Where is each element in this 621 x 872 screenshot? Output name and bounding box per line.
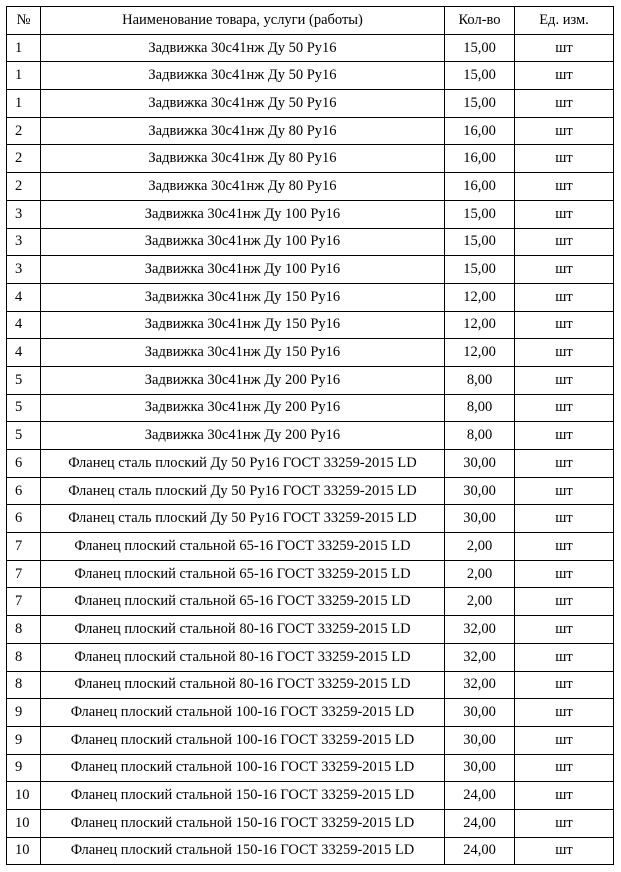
- row-unit-cell: шт: [515, 145, 614, 173]
- row-num-cell: 10: [7, 809, 41, 837]
- row-unit-cell: шт: [515, 339, 614, 367]
- row-unit-cell: шт: [515, 533, 614, 561]
- row-name-cell: Задвижка 30с41нж Ду 200 Ру16: [41, 422, 445, 450]
- row-name-cell: Фланец плоский стальной 150-16 ГОСТ 33259-2015 LD: [41, 837, 445, 865]
- row-num-cell: 5: [7, 366, 41, 394]
- row-qty-cell: 12,00: [445, 339, 515, 367]
- row-name-cell: Фланец плоский стальной 100-16 ГОСТ 33259-2015 LD: [41, 754, 445, 782]
- row-unit-cell: шт: [515, 228, 614, 256]
- table-row: [7, 90, 614, 118]
- row-unit-cell: шт: [515, 477, 614, 505]
- row-num-cell: 2: [7, 117, 41, 145]
- table-row: [7, 145, 614, 173]
- row-unit-cell: шт: [515, 782, 614, 810]
- table-row: [7, 311, 614, 339]
- row-qty-cell: 15,00: [445, 34, 515, 62]
- table-row: [7, 754, 614, 782]
- row-num-cell: 3: [7, 200, 41, 228]
- row-num-cell: 8: [7, 616, 41, 644]
- table-row: [7, 726, 614, 754]
- table-row: [7, 34, 614, 62]
- row-name-cell: Задвижка 30с41нж Ду 50 Ру16: [41, 90, 445, 118]
- row-num-cell: 3: [7, 256, 41, 284]
- row-name-cell: Фланец плоский стальной 65-16 ГОСТ 33259-2015 LD: [41, 588, 445, 616]
- table-row: [7, 256, 614, 284]
- row-name-cell: Задвижка 30с41нж Ду 80 Ру16: [41, 145, 445, 173]
- row-name-cell: Фланец сталь плоский Ду 50 Ру16 ГОСТ 33259-2015 LD: [41, 477, 445, 505]
- row-num-cell: 6: [7, 450, 41, 478]
- row-unit-cell: шт: [515, 671, 614, 699]
- row-qty-cell: 2,00: [445, 560, 515, 588]
- table-row: [7, 228, 614, 256]
- row-num-cell: 9: [7, 726, 41, 754]
- row-qty-cell: 24,00: [445, 782, 515, 810]
- row-name-cell: Фланец сталь плоский Ду 50 Ру16 ГОСТ 33259-2015 LD: [41, 505, 445, 533]
- row-num-cell: 4: [7, 339, 41, 367]
- row-unit-cell: шт: [515, 62, 614, 90]
- row-num-cell: 10: [7, 782, 41, 810]
- row-name-cell: Задвижка 30с41нж Ду 100 Ру16: [41, 200, 445, 228]
- row-name-cell: Фланец плоский стальной 100-16 ГОСТ 33259-2015 LD: [41, 726, 445, 754]
- header-name: Наименование товара, услуги (работы): [41, 7, 445, 35]
- row-unit-cell: шт: [515, 256, 614, 284]
- table-row: [7, 477, 614, 505]
- row-qty-cell: 2,00: [445, 533, 515, 561]
- row-qty-cell: 2,00: [445, 588, 515, 616]
- row-qty-cell: 30,00: [445, 699, 515, 727]
- header-unit: Ед. изм.: [515, 7, 614, 35]
- row-unit-cell: шт: [515, 505, 614, 533]
- items-table: [6, 6, 614, 865]
- row-name-cell: Фланец плоский стальной 80-16 ГОСТ 33259-2015 LD: [41, 671, 445, 699]
- row-name-cell: Задвижка 30с41нж Ду 50 Ру16: [41, 62, 445, 90]
- table-row: [7, 809, 614, 837]
- row-name-cell: Задвижка 30с41нж Ду 100 Ру16: [41, 256, 445, 284]
- row-num-cell: 8: [7, 643, 41, 671]
- row-unit-cell: шт: [515, 588, 614, 616]
- row-qty-cell: 32,00: [445, 643, 515, 671]
- row-name-cell: Задвижка 30с41нж Ду 80 Ру16: [41, 117, 445, 145]
- row-qty-cell: 12,00: [445, 283, 515, 311]
- row-unit-cell: шт: [515, 311, 614, 339]
- table-row: [7, 643, 614, 671]
- row-num-cell: 8: [7, 671, 41, 699]
- row-name-cell: Задвижка 30с41нж Ду 200 Ру16: [41, 366, 445, 394]
- row-num-cell: 3: [7, 228, 41, 256]
- row-num-cell: 5: [7, 394, 41, 422]
- row-name-cell: Задвижка 30с41нж Ду 150 Ру16: [41, 311, 445, 339]
- row-unit-cell: шт: [515, 422, 614, 450]
- row-qty-cell: 15,00: [445, 90, 515, 118]
- table-row: [7, 837, 614, 865]
- row-num-cell: 4: [7, 283, 41, 311]
- row-name-cell: Фланец плоский стальной 65-16 ГОСТ 33259-2015 LD: [41, 533, 445, 561]
- table-row: [7, 366, 614, 394]
- row-qty-cell: 30,00: [445, 726, 515, 754]
- table-row: [7, 339, 614, 367]
- row-unit-cell: шт: [515, 809, 614, 837]
- row-num-cell: 6: [7, 477, 41, 505]
- header-qty: Кол-во: [445, 7, 515, 35]
- row-num-cell: 7: [7, 533, 41, 561]
- row-unit-cell: шт: [515, 34, 614, 62]
- row-name-cell: Задвижка 30с41нж Ду 80 Ру16: [41, 173, 445, 201]
- row-qty-cell: 15,00: [445, 200, 515, 228]
- row-qty-cell: 8,00: [445, 394, 515, 422]
- row-unit-cell: шт: [515, 837, 614, 865]
- row-unit-cell: шт: [515, 283, 614, 311]
- row-num-cell: 6: [7, 505, 41, 533]
- row-num-cell: 2: [7, 145, 41, 173]
- row-name-cell: Фланец плоский стальной 100-16 ГОСТ 33259-2015 LD: [41, 699, 445, 727]
- header-num: №: [7, 7, 41, 35]
- table-row: [7, 173, 614, 201]
- row-unit-cell: шт: [515, 754, 614, 782]
- row-num-cell: 2: [7, 173, 41, 201]
- table-row: [7, 283, 614, 311]
- row-num-cell: 9: [7, 699, 41, 727]
- row-unit-cell: шт: [515, 366, 614, 394]
- row-qty-cell: 12,00: [445, 311, 515, 339]
- row-name-cell: Фланец сталь плоский Ду 50 Ру16 ГОСТ 33259-2015 LD: [41, 450, 445, 478]
- row-unit-cell: шт: [515, 200, 614, 228]
- row-qty-cell: 16,00: [445, 173, 515, 201]
- header-row: [7, 7, 614, 35]
- table-row: [7, 200, 614, 228]
- row-num-cell: 1: [7, 90, 41, 118]
- row-qty-cell: 24,00: [445, 837, 515, 865]
- row-unit-cell: шт: [515, 726, 614, 754]
- row-name-cell: Фланец плоский стальной 80-16 ГОСТ 33259-2015 LD: [41, 616, 445, 644]
- table-row: [7, 616, 614, 644]
- table-row: [7, 671, 614, 699]
- row-qty-cell: 15,00: [445, 62, 515, 90]
- table-row: [7, 117, 614, 145]
- row-num-cell: 10: [7, 837, 41, 865]
- row-name-cell: Фланец плоский стальной 65-16 ГОСТ 33259-2015 LD: [41, 560, 445, 588]
- row-unit-cell: шт: [515, 643, 614, 671]
- row-num-cell: 5: [7, 422, 41, 450]
- row-qty-cell: 15,00: [445, 228, 515, 256]
- row-qty-cell: 16,00: [445, 145, 515, 173]
- row-name-cell: Задвижка 30с41нж Ду 100 Ру16: [41, 228, 445, 256]
- row-unit-cell: шт: [515, 560, 614, 588]
- row-qty-cell: 30,00: [445, 450, 515, 478]
- row-qty-cell: 30,00: [445, 505, 515, 533]
- row-unit-cell: шт: [515, 616, 614, 644]
- row-name-cell: Фланец плоский стальной 80-16 ГОСТ 33259-2015 LD: [41, 643, 445, 671]
- row-name-cell: Задвижка 30с41нж Ду 150 Ру16: [41, 283, 445, 311]
- row-num-cell: 7: [7, 560, 41, 588]
- row-unit-cell: шт: [515, 699, 614, 727]
- row-num-cell: 1: [7, 34, 41, 62]
- row-qty-cell: 15,00: [445, 256, 515, 284]
- table-row: [7, 505, 614, 533]
- table-row: [7, 422, 614, 450]
- row-num-cell: 1: [7, 62, 41, 90]
- row-name-cell: Задвижка 30с41нж Ду 200 Ру16: [41, 394, 445, 422]
- table-row: [7, 62, 614, 90]
- row-name-cell: Задвижка 30с41нж Ду 150 Ру16: [41, 339, 445, 367]
- row-name-cell: Задвижка 30с41нж Ду 50 Ру16: [41, 34, 445, 62]
- table-row: [7, 699, 614, 727]
- row-name-cell: Фланец плоский стальной 150-16 ГОСТ 33259-2015 LD: [41, 809, 445, 837]
- row-num-cell: 9: [7, 754, 41, 782]
- row-unit-cell: шт: [515, 117, 614, 145]
- row-qty-cell: 16,00: [445, 117, 515, 145]
- table-row: [7, 588, 614, 616]
- table-row: [7, 560, 614, 588]
- row-qty-cell: 30,00: [445, 754, 515, 782]
- row-qty-cell: 32,00: [445, 671, 515, 699]
- row-num-cell: 7: [7, 588, 41, 616]
- row-qty-cell: 8,00: [445, 366, 515, 394]
- row-num-cell: 4: [7, 311, 41, 339]
- table-row: [7, 394, 614, 422]
- table-row: [7, 533, 614, 561]
- row-unit-cell: шт: [515, 173, 614, 201]
- row-qty-cell: 32,00: [445, 616, 515, 644]
- row-qty-cell: 8,00: [445, 422, 515, 450]
- row-qty-cell: 24,00: [445, 809, 515, 837]
- table-body: [7, 34, 614, 865]
- row-unit-cell: шт: [515, 394, 614, 422]
- row-qty-cell: 30,00: [445, 477, 515, 505]
- row-unit-cell: шт: [515, 450, 614, 478]
- table-row: [7, 450, 614, 478]
- table-row: [7, 782, 614, 810]
- row-unit-cell: шт: [515, 90, 614, 118]
- row-name-cell: Фланец плоский стальной 150-16 ГОСТ 33259-2015 LD: [41, 782, 445, 810]
